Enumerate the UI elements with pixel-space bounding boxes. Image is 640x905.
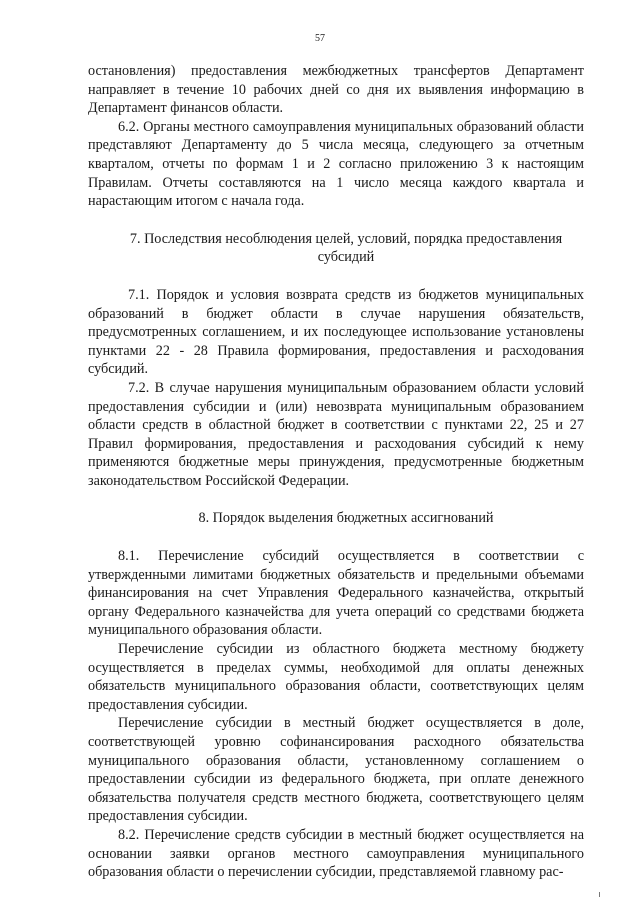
paragraph-6-2: 6.2. Органы местного самоуправления муниципальных образований области представляют Департаменту до 5 числа месяца, следующего за отчетным кварталом, отчеты по формам 1 и 2 согласно приложению 3 к настоящим Правилам. Отчеты составляются на 1 число месяца каждого квартала и нарастающим итогом с начала года. — [88, 118, 584, 210]
paragraph-7-2: 7.2. В случае нарушения муниципальным образованием области условий предоставления субсидии и (или) невозврата муниципальным образованием области средств в областной бюджет в соответствии с пунктами 22, 25 и 27 Правил формирования, предоставления и расходования субсидий к нему применяются бюджетные меры принуждения, предусмотренные бюджетным законодательством Российской Федерации. — [88, 379, 584, 489]
section-heading-7: 7. Последствия несоблюдения целей, условий, порядка предоставления субсидий — [129, 230, 563, 266]
scan-mark — [599, 892, 600, 897]
section-heading-8: 8. Порядок выделения бюджетных ассигнований — [198, 510, 494, 527]
page-number: 57 — [315, 33, 325, 44]
paragraph-8-1-c: Перечисление субсидии в местный бюджет осуществляется в доле, соответствующей уровню софинансирования расходного обязательства муниципального образования области, установленному соглашением о предоставлении субсидии из федерального бюджета, при оплате денежного обязательства получателя средств местного бюджета, соответствующего целям предоставления субсидии. — [88, 715, 584, 825]
paragraph-7-1: 7.1. Порядок и условия возврата средств из бюджетов муниципальных образований в бюджет области в случае нарушения обязательств, предусмотренных соглашением, и их последующее использование установлены пунктами 22 - 28 Правила формирования, предоставления и расходования субсидий. — [88, 286, 584, 378]
paragraph-8-1: 8.1. Перечисление субсидий осуществляется в соответствии с утвержденными лимитами бюджетных обязательств и предельными объемами финансирования на счет Управления Федерального казначейства, открытый органу Федерального казначейства для учета операций со средствами бюджета муниципального образования области. — [88, 548, 584, 639]
paragraph-8-2: 8.2. Перечисление средств субсидии в местный бюджет осуществляется на основании заявки органов местного самоуправления муниципального образования области о перечислении субсидии, представляемой главному рас- — [88, 826, 584, 881]
paragraph-8-1-b: Перечисление субсидии из областного бюджета местному бюджету осуществляется в пределах суммы, необходимой для оплаты денежных обязательств муниципального образования области, соответствующих целям предоставления субсидии. — [88, 641, 584, 713]
document-body — [88, 62, 584, 882]
paragraph-continuation: остановления) предоставления межбюджетных трансфертов Департамент направляет в течение 10 рабочих дней со дня их выявления информацию в Департамент финансов области. — [88, 63, 584, 117]
